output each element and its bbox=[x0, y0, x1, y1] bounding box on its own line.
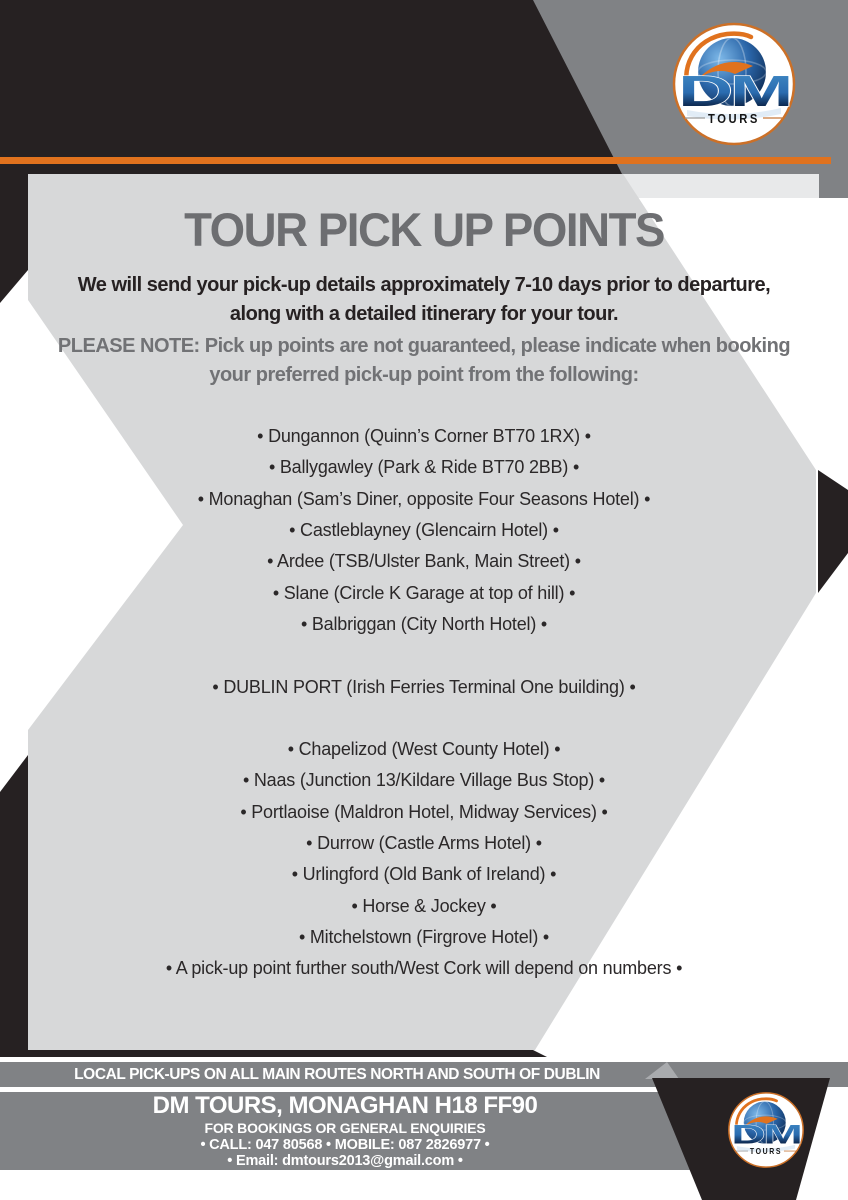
pickup-list-south bbox=[0, 734, 848, 985]
page-title: TOUR PICK UP POINTS bbox=[184, 203, 664, 256]
logo-brand-text: DM bbox=[731, 1118, 801, 1150]
note-line-2: your preferred pick-up point from the following: bbox=[209, 363, 639, 386]
logo-sub-text: TOURS bbox=[749, 1147, 783, 1157]
pickup-point-item: • Castleblayney (Glencairn Hotel) • bbox=[289, 520, 559, 541]
footer-enquiries-line: FOR BOOKINGS OR GENERAL ENQUIRIES bbox=[204, 1120, 486, 1136]
header-orange-stripe bbox=[0, 157, 831, 164]
intro-line-2: along with a detailed itinerary for your tour. bbox=[229, 302, 619, 325]
pickup-point-item: • Horse & Jockey • bbox=[351, 895, 497, 916]
pickup-point-item: • Naas (Junction 13/Kildare Village Bus Stop) • bbox=[242, 770, 606, 791]
footer-email-line: • Email: dmtours2013@gmail.com • bbox=[227, 1153, 463, 1169]
header-gray-corner bbox=[819, 0, 848, 198]
pickup-list-dublin bbox=[0, 672, 848, 703]
note-line-1: PLEASE NOTE: Pick up points are not guaranteed, please indicate when booking bbox=[57, 335, 791, 357]
pickup-point-item: • Chapelizod (West County Hotel) • bbox=[287, 739, 561, 759]
dm-tours-logo-icon bbox=[671, 22, 797, 146]
footer-phones-line: • CALL: 047 80568 • MOBILE: 087 2826977 • bbox=[200, 1137, 490, 1153]
dm-tours-logo-small bbox=[727, 1091, 805, 1174]
logo-sub-text: TOURS bbox=[708, 111, 760, 126]
intro-text bbox=[0, 271, 848, 328]
footer-banner-text: LOCAL PICK-UPS ON ALL MAIN ROUTES NORTH AND SOUTH OF DUBLIN bbox=[74, 1066, 600, 1083]
footer-contact-panel bbox=[0, 1092, 690, 1170]
pickup-point-item: • Urlingford (Old Bank of Ireland) • bbox=[291, 864, 557, 885]
pickup-point-item: • Balbriggan (City North Hotel) • bbox=[300, 614, 548, 635]
footer-dark-strip bbox=[0, 1050, 848, 1057]
footer-company-line: DM TOURS, MONAGHAN H18 FF90 bbox=[152, 1092, 538, 1119]
header-light-strip bbox=[623, 174, 819, 198]
dm-tours-logo-small-icon bbox=[727, 1091, 805, 1169]
pickup-point-item: • Ardee (TSB/Ulster Bank, Main Street) • bbox=[267, 551, 581, 572]
pickup-point-item: • Portlaoise (Maldron Hotel, Midway Services) • bbox=[240, 801, 608, 822]
pickup-list-north bbox=[0, 421, 848, 640]
dm-tours-logo bbox=[671, 22, 797, 151]
please-note-text bbox=[0, 332, 848, 389]
pickup-point-item: • Mitchelstown (Firgrove Hotel) • bbox=[298, 927, 550, 948]
intro-line-1: We will send your pick-up details approximately 7-10 days prior to departure, bbox=[77, 274, 771, 296]
pickup-point-item: • Ballygawley (Park & Ride BT70 2BB) • bbox=[268, 457, 580, 478]
pickup-point-item: • Durrow (Castle Arms Hotel) • bbox=[306, 833, 542, 854]
logo-brand-text: DM bbox=[678, 67, 790, 116]
pickup-point-item: • A pick-up point further south/West Cork will depend on numbers • bbox=[165, 958, 683, 979]
pickup-point-item: • Monaghan (Sam’s Diner, opposite Four Seasons Hotel) • bbox=[197, 488, 651, 509]
pickup-point-item: • DUBLIN PORT (Irish Ferries Terminal One building) • bbox=[212, 677, 636, 697]
pickup-point-item: • Dungannon (Quinn’s Corner BT70 1RX) • bbox=[257, 426, 591, 446]
pickup-point-item: • Slane (Circle K Garage at top of hill) • bbox=[272, 582, 576, 603]
